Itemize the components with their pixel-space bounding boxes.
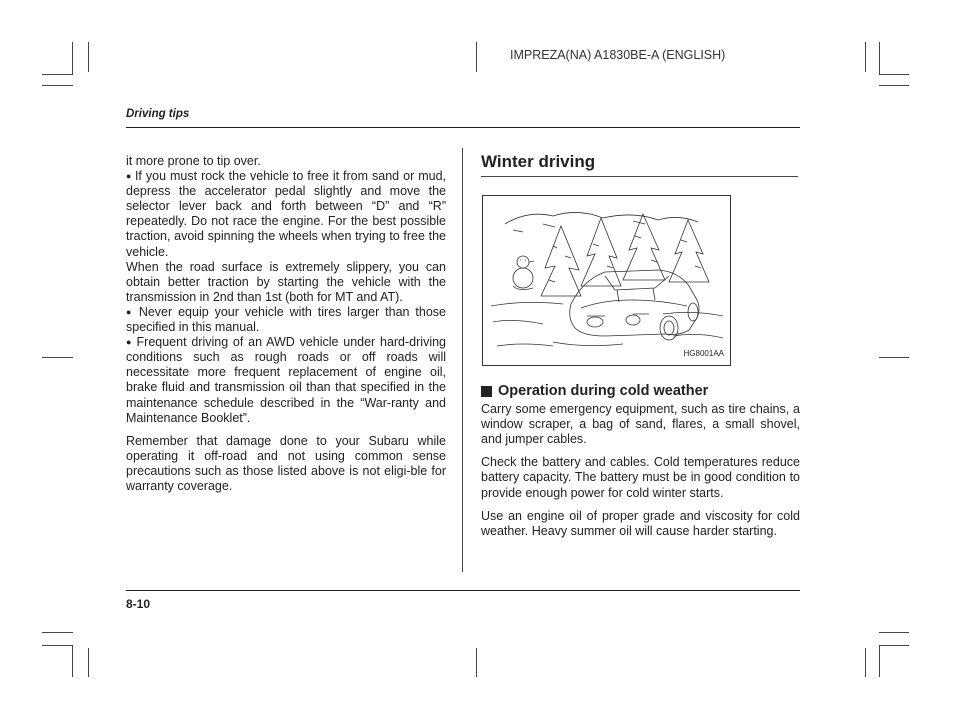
header-rule bbox=[126, 127, 800, 128]
crop-mark bbox=[879, 85, 909, 86]
section-title: Winter driving bbox=[481, 152, 596, 171]
footer-rule bbox=[126, 590, 800, 591]
bullet-paragraph: ● Frequent driving of an AWD vehicle under hard-driving conditions such as rough roads or off roads will necessitate more frequent replacement of engine oil, brake fluid and transmission oil than that specified in the maintenance schedule described in the “War-ranty and Maintenance Booklet”. bbox=[126, 335, 446, 426]
crop-mark bbox=[88, 42, 89, 72]
crop-mark bbox=[879, 632, 909, 633]
crop-mark bbox=[42, 632, 73, 633]
crop-mark bbox=[865, 42, 866, 72]
crop-mark bbox=[879, 357, 909, 358]
crop-mark bbox=[72, 42, 73, 75]
crop-mark bbox=[865, 648, 866, 677]
left-column bbox=[126, 154, 446, 494]
crop-mark bbox=[88, 648, 89, 677]
paragraph: it more prone to tip over. bbox=[126, 154, 261, 168]
page-number: 8-10 bbox=[126, 597, 151, 611]
subheading-text: Operation during cold weather bbox=[498, 383, 709, 399]
figure-code: HG8001AA bbox=[683, 348, 724, 358]
crop-mark bbox=[476, 648, 477, 677]
crop-mark bbox=[42, 74, 73, 75]
column-divider bbox=[462, 148, 463, 572]
paragraph: Check the battery and cables. Cold temperatures reduce battery capacity. The battery must be in good condition to provide enough power for cold winter starts. bbox=[481, 455, 800, 500]
section-label: Driving tips bbox=[126, 108, 190, 120]
right-column bbox=[481, 150, 800, 539]
snow-car-illustration bbox=[483, 196, 730, 365]
crop-mark bbox=[42, 85, 73, 86]
crop-mark bbox=[476, 42, 477, 72]
paragraph: When the road surface is extremely slippery, you can obtain better traction by starting the vehicle with the transmission in 2nd than 1st (both for MT and AT). bbox=[126, 259, 446, 304]
bullet-paragraph: ● Never equip your vehicle with tires larger than those specified in this manual. bbox=[126, 305, 446, 335]
winter-illustration bbox=[482, 195, 731, 366]
subheading bbox=[481, 384, 800, 399]
title-rule bbox=[481, 176, 798, 177]
crop-mark bbox=[879, 42, 880, 75]
paragraph: Carry some emergency equipment, such as tire chains, a window scraper, a bag of sand, flares, a small shovel, and jumper cables. bbox=[481, 402, 800, 447]
bullet-paragraph: ● If you must rock the vehicle to free it from sand or mud, depress the accelerator pedal slightly and move the selector lever back and forth between “D” and “R” repeatedly. Do not race the engine. For the best possible traction, avoid spinning the wheels when trying to free the vehicle. bbox=[126, 169, 446, 260]
paragraph: Use an engine oil of proper grade and viscosity for cold weather. Heavy summer oil will cause harder starting. bbox=[481, 508, 800, 538]
paragraph: Remember that damage done to your Subaru while operating it off-road and not using common sense precautions such as those listed above is not eligi-ble for warranty coverage. bbox=[126, 433, 446, 493]
crop-mark bbox=[879, 74, 909, 75]
crop-mark bbox=[42, 357, 73, 358]
document-id: IMPREZA(NA) A1830BE-A (ENGLISH) bbox=[510, 48, 726, 62]
square-bullet-icon bbox=[481, 386, 492, 397]
crop-mark bbox=[72, 645, 73, 677]
crop-mark bbox=[42, 645, 73, 646]
crop-mark bbox=[879, 645, 880, 677]
crop-mark bbox=[879, 645, 909, 646]
